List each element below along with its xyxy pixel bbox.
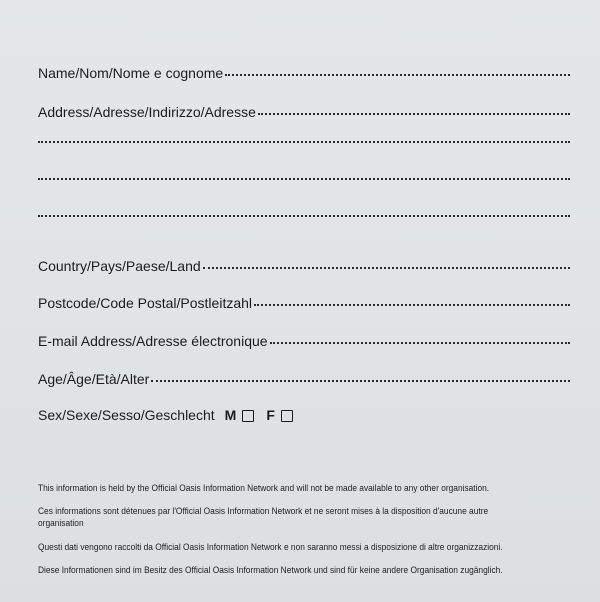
- country-field-label: Country/Pays/Paese/Land: [38, 258, 201, 274]
- sex-male-label: M: [224, 407, 237, 423]
- country-field-line[interactable]: [203, 265, 570, 269]
- name-field-line[interactable]: [225, 72, 570, 76]
- email-field-row: [38, 332, 570, 350]
- postcode-field-row: [38, 294, 570, 312]
- age-field-line[interactable]: [151, 378, 570, 382]
- privacy-note-german: Diese Informationen sind im Besitz des Official Oasis Information Network und sind für keine andere Organisation zugänglich.: [38, 565, 503, 575]
- age-field-label: Age/Âge/Età/Alter: [38, 371, 150, 387]
- address-line-3-row: [38, 178, 570, 182]
- privacy-note-english: This information is held by the Official Oasis Information Network and will not be made available to any other organisation.: [38, 483, 490, 493]
- sex-female-label: F: [266, 407, 275, 423]
- name-field-row: [38, 64, 570, 82]
- address-line-3[interactable]: [38, 176, 570, 180]
- name-field-label: Name/Nom/Nome e cognome: [38, 65, 224, 81]
- address-line-4-row: [38, 215, 570, 219]
- age-field-row: [38, 370, 570, 388]
- sex-field-row: [38, 406, 305, 424]
- sex-field-label: Sex/Sexe/Sesso/Geschlecht: [38, 407, 215, 423]
- sex-male-checkbox[interactable]: [242, 410, 254, 422]
- email-field-line[interactable]: [270, 340, 570, 344]
- address-field-line[interactable]: [258, 111, 570, 115]
- postcode-field-label: Postcode/Code Postal/Postleitzahl: [38, 295, 253, 311]
- address-field-label: Address/Adresse/Indirizzo/Adresse: [38, 104, 256, 120]
- country-field-row: [38, 257, 570, 275]
- privacy-note-french: Ces informations sont détenues par l'Official Oasis Information Network et ne seront mises à la disposition d'aucune autre organisation: [38, 506, 489, 528]
- privacy-note-italian: Questi dati vengono raccolti da Official Oasis Information Network e non saranno messi a disposizione di altre organizzazioni.: [38, 542, 503, 552]
- address-line-4[interactable]: [38, 213, 570, 217]
- postcode-field-line[interactable]: [254, 302, 570, 306]
- address-line-2-row: [38, 141, 570, 145]
- sex-female-checkbox[interactable]: [281, 410, 293, 422]
- address-line-2[interactable]: [38, 139, 570, 143]
- email-field-label: E-mail Address/Adresse électronique: [38, 333, 268, 349]
- address-field-row: [38, 103, 570, 121]
